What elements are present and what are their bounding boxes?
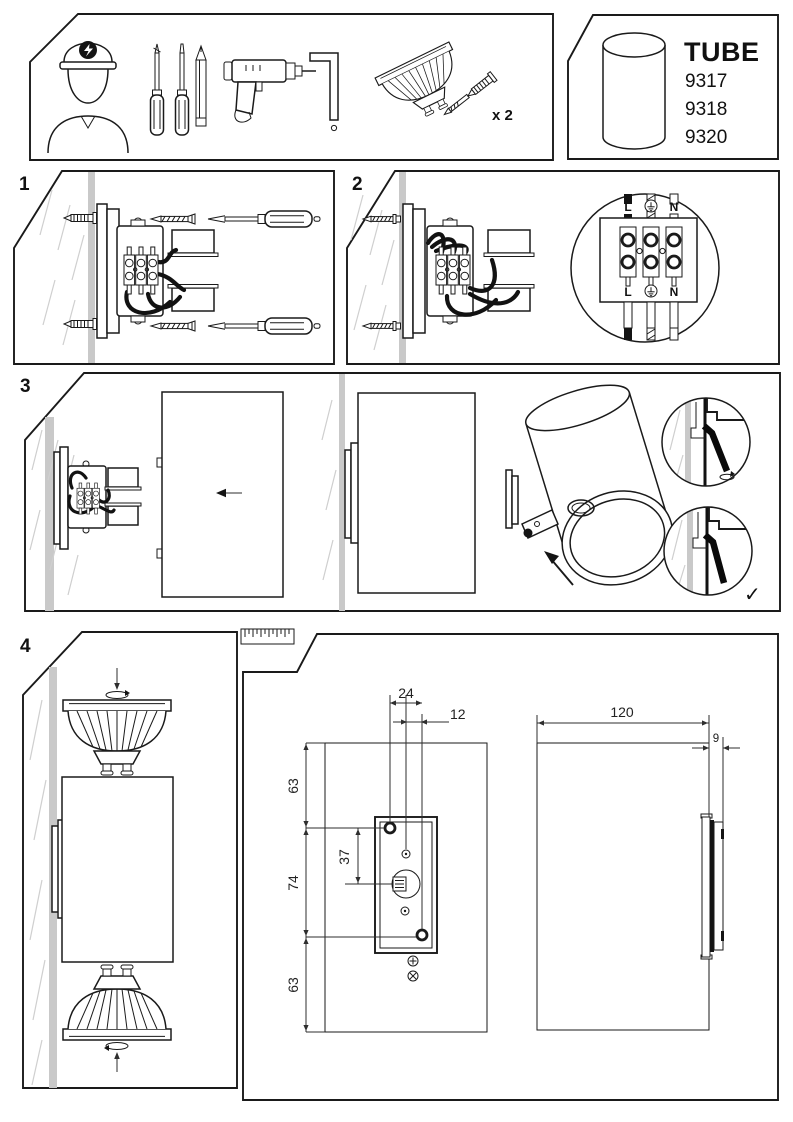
gu10-lamp-icon: [375, 42, 474, 129]
panel-step-4-lamps: [20, 632, 237, 1088]
model-number-1: 9317: [685, 71, 728, 92]
step-2-number: 2: [352, 174, 363, 195]
panel-step-3: [20, 373, 780, 611]
mounting-plate: [97, 204, 119, 338]
step-4-number: 4: [20, 636, 31, 657]
success-checkmark: ✓: [744, 584, 761, 606]
panel-step-1: [14, 171, 334, 364]
wall-plug-top: [64, 213, 97, 224]
cover-tube-flat: [157, 392, 283, 597]
wall-hatching: [351, 172, 406, 363]
wiring-detail-circle: [571, 194, 719, 342]
screwdriver-bottom: [208, 318, 320, 334]
screw-bottom: [151, 321, 195, 331]
plate-side-view: [702, 817, 710, 957]
wall-hatching: [40, 172, 95, 363]
dim-37: [336, 828, 393, 884]
model-number-3: 9320: [685, 127, 728, 148]
bracket-assembly-small: [54, 447, 141, 549]
anchor-quantity-label: x 2: [492, 107, 513, 124]
gu10-lamp-top: [63, 700, 171, 775]
dim-74-label: 74: [285, 875, 301, 891]
panel-step-2: [347, 171, 779, 364]
dim-9-label: 9: [712, 733, 720, 745]
hex-key-icon: [310, 53, 338, 131]
ruler-icon: [241, 629, 294, 644]
dim-63-top-label: 63: [285, 778, 301, 794]
wall-plug-bottom: [64, 319, 97, 330]
installed-screw-top: [363, 215, 401, 224]
dim-9: [692, 733, 740, 822]
tube-3d: [506, 375, 684, 598]
mount-hole-top: [385, 823, 395, 833]
insert-arrow-bottom: [104, 1043, 128, 1073]
dim-12-label: 12: [450, 706, 466, 722]
step-3-number: 3: [20, 376, 31, 397]
flat-screwdriver-icon: [176, 44, 189, 135]
earth-ground-icon-top: [645, 200, 657, 212]
dim-120-label: 120: [610, 704, 634, 720]
panel-step-4-dimensions: [241, 629, 778, 1100]
wall-hatching-right: [322, 374, 345, 611]
product-header-box: [568, 15, 778, 159]
dim-37-label: 37: [336, 849, 352, 865]
wall-plug-icon: [441, 72, 497, 119]
phillips-screwdriver-icon: [151, 44, 164, 135]
pencil-icon: [196, 46, 206, 126]
live-label-bottom: L: [624, 285, 632, 299]
bracket-assembly-wired: [427, 218, 534, 324]
drill-icon: [224, 60, 316, 122]
screw-top: [151, 214, 195, 224]
side-view-drawing: [537, 743, 724, 1030]
neutral-label-top: N: [669, 200, 679, 214]
earth-ground-icon-bottom: [645, 285, 657, 297]
insert-arrow-top: [106, 668, 130, 699]
tube-cylinder-icon: [603, 33, 665, 149]
dim-120: [537, 704, 709, 817]
tube-body-front: [62, 777, 173, 962]
neutral-label-bottom: N: [669, 285, 679, 299]
tools-header-box: [30, 14, 553, 160]
live-label-top: L: [624, 200, 632, 214]
detail-circle-tighten: [662, 396, 750, 490]
dim-63-bottom-label: 63: [285, 977, 301, 993]
model-number-2: 9318: [685, 99, 728, 120]
cover-mounted: [345, 393, 475, 593]
mount-hole-bottom: [417, 930, 427, 940]
dim-12: [393, 706, 466, 725]
mounting-plate: [403, 204, 425, 338]
dim-24-label: 24: [398, 685, 414, 701]
step-1-number: 1: [19, 174, 30, 195]
installer-person-icon: [48, 41, 128, 153]
gu10-lamp-bottom: [63, 965, 171, 1040]
screwdriver-top: [208, 211, 320, 227]
bracket-assembly: [117, 218, 218, 324]
detail-circle-done: [664, 505, 761, 606]
product-title: TUBE: [684, 37, 760, 67]
set-screw-arrow: [544, 551, 559, 564]
